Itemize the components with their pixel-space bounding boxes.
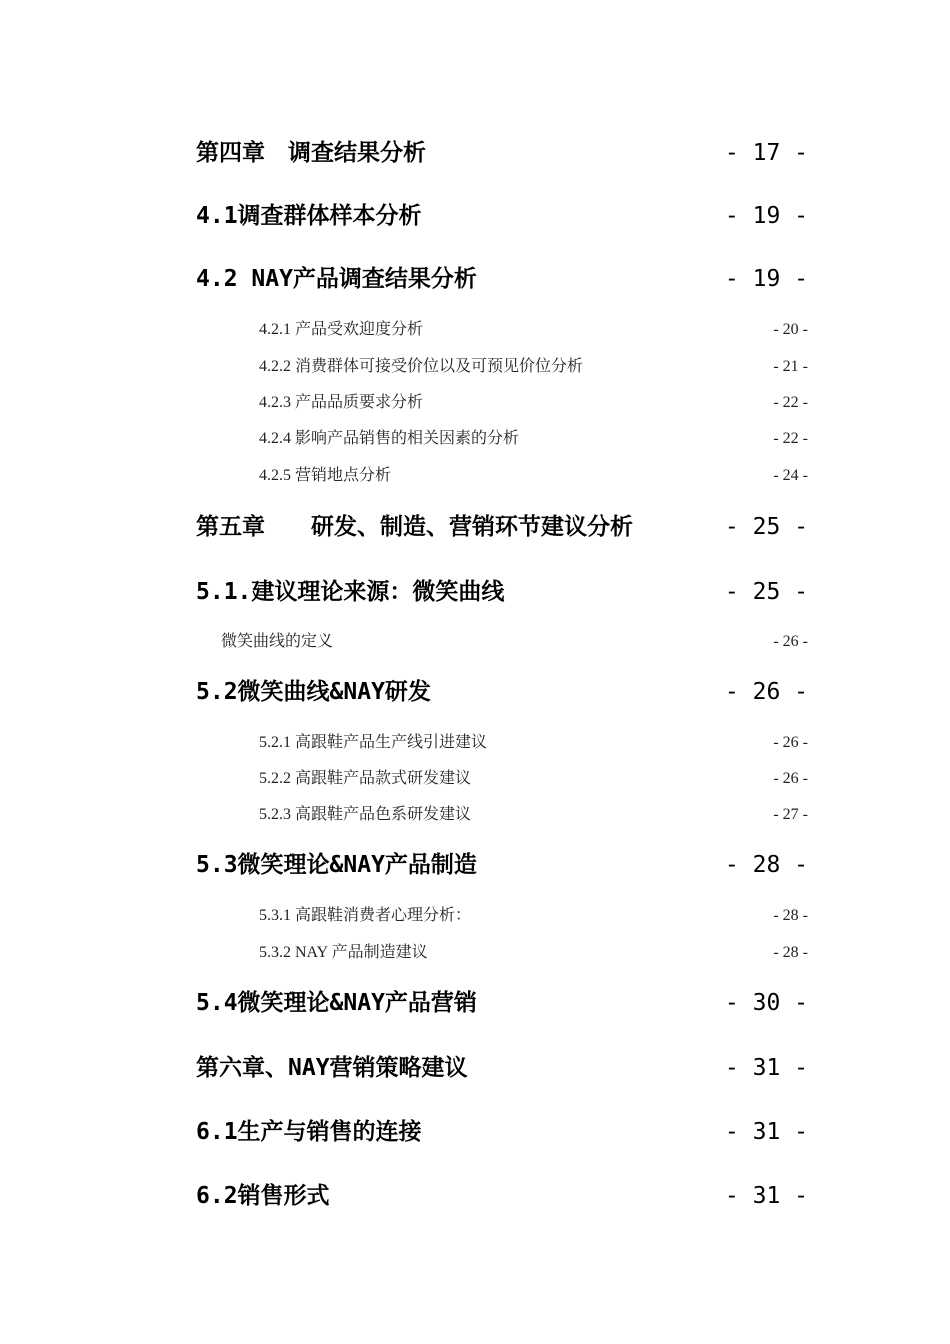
toc-entry-title: 4.2.5 营销地点分析 — [259, 467, 392, 484]
toc-page-number: - 22 - — [773, 430, 808, 447]
toc-entry-title: 4.2.1 产品受欢迎度分析 — [259, 321, 424, 338]
toc-entry-4-2-3[interactable] — [259, 391, 808, 415]
toc-entry-4-2-5[interactable] — [259, 464, 808, 488]
toc-entry-title: 4.2.3 产品品质要求分析 — [259, 394, 424, 411]
toc-entry-5-3-1[interactable] — [259, 904, 808, 928]
toc-entry-title: 4.2 NAY产品调查结果分析 — [196, 266, 477, 292]
toc-entry-title: 6.1生产与销售的连接 — [196, 1119, 422, 1145]
toc-entry-4-1[interactable] — [196, 199, 808, 233]
toc-page-number: - 31 - — [724, 1055, 808, 1081]
toc-page-number: - 26 - — [773, 770, 808, 787]
toc-entry-6-1[interactable] — [196, 1115, 808, 1149]
toc-entry-5-2-3[interactable] — [259, 803, 808, 827]
toc-page-number: - 26 - — [773, 633, 808, 650]
toc-entry-title: 第五章 研发、制造、营销环节建议分析 — [196, 514, 633, 540]
toc-entry-6-2[interactable] — [196, 1179, 808, 1213]
toc-entry-title: 第四章 调查结果分析 — [196, 140, 426, 166]
toc-page-number: - 25 - — [724, 514, 808, 540]
toc-entry-smile-curve-definition[interactable] — [221, 630, 808, 654]
toc-entry-title: 5.1.建议理论来源：微笑曲线 — [196, 579, 505, 605]
toc-entry-title: 5.4微笑理论&NAY产品营销 — [196, 990, 477, 1016]
toc-entry-chapter-5[interactable] — [196, 510, 808, 544]
toc-page-number: - 26 - — [773, 734, 808, 751]
toc-entry-title: 4.1调查群体样本分析 — [196, 203, 422, 229]
toc-entry-title: 5.3.2 NAY 产品制造建议 — [259, 944, 428, 961]
toc-entry-title: 5.3微笑理论&NAY产品制造 — [196, 852, 477, 878]
toc-page-number: - 25 - — [724, 579, 808, 605]
toc-entry-title: 4.2.4 影响产品销售的相关因素的分析 — [259, 430, 520, 447]
toc-entry-5-2[interactable] — [196, 675, 808, 709]
toc-page-number: - 30 - — [724, 990, 808, 1016]
toc-entry-title: 5.2微笑曲线&NAY研发 — [196, 679, 431, 705]
toc-entry-4-2-2[interactable] — [259, 355, 808, 379]
toc-page-number: - 17 - — [724, 140, 808, 166]
toc-entry-title: 第六章、NAY营销策略建议 — [196, 1055, 468, 1081]
toc-entry-title: 5.2.2 高跟鞋产品款式研发建议 — [259, 770, 472, 787]
toc-page-number: - 20 - — [773, 321, 808, 338]
toc-entry-5-4[interactable] — [196, 986, 808, 1020]
toc-page-number: - 28 - — [724, 852, 808, 878]
toc-entry-title: 5.2.1 高跟鞋产品生产线引进建议 — [259, 734, 488, 751]
toc-entry-chapter-4[interactable] — [196, 136, 808, 170]
toc-entry-5-3[interactable] — [196, 848, 808, 882]
toc-entry-5-2-1[interactable] — [259, 731, 808, 755]
toc-page-number: - 26 - — [724, 679, 808, 705]
toc-entry-title: 6.2销售形式 — [196, 1183, 330, 1209]
toc-entry-4-2[interactable] — [196, 262, 808, 296]
toc-entry-4-2-4[interactable] — [259, 427, 808, 451]
toc-page-number: - 24 - — [773, 467, 808, 484]
toc-page-number: - 28 - — [773, 944, 808, 961]
toc-entry-4-2-1[interactable] — [259, 318, 808, 342]
toc-page-number: - 19 - — [724, 266, 808, 292]
toc-page-number: - 19 - — [724, 203, 808, 229]
toc-page-number: - 27 - — [773, 806, 808, 823]
toc-page-number: - 28 - — [773, 907, 808, 924]
toc-entry-title: 5.2.3 高跟鞋产品色系研发建议 — [259, 806, 472, 823]
toc-page-number: - 22 - — [773, 394, 808, 411]
toc-page-number: - 31 - — [724, 1183, 808, 1209]
toc-page-number: - 21 - — [773, 358, 808, 375]
toc-entry-5-1[interactable] — [196, 575, 808, 609]
toc-entry-chapter-6[interactable] — [196, 1051, 808, 1085]
toc-entry-title: 4.2.2 消费群体可接受价位以及可预见价位分析 — [259, 358, 584, 375]
toc-entry-title: 微笑曲线的定义 — [221, 633, 334, 650]
toc-entry-title: 5.3.1 高跟鞋消费者心理分析： — [259, 907, 472, 924]
toc-entry-5-3-2[interactable] — [259, 941, 808, 965]
toc-entry-5-2-2[interactable] — [259, 767, 808, 791]
toc-page-number: - 31 - — [724, 1119, 808, 1145]
